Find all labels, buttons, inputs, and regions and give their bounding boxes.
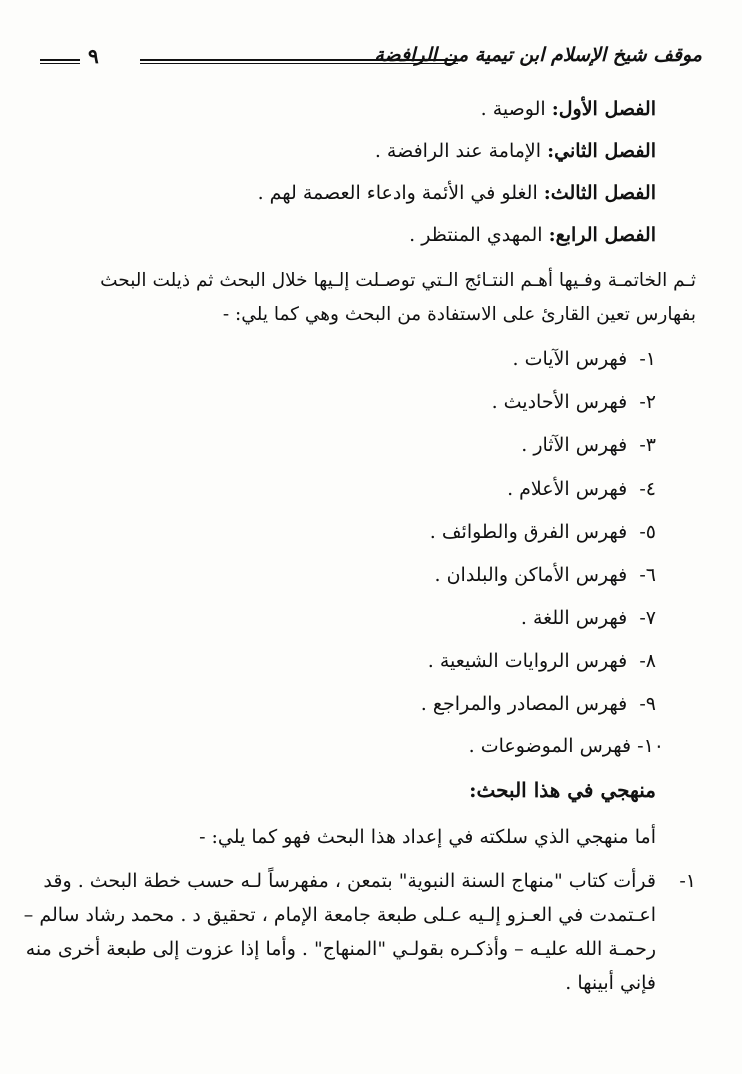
index-item (513, 348, 656, 370)
method-item-line: فإني أبينها . (565, 972, 656, 994)
index-number: ٨- (639, 650, 656, 672)
index-item (492, 391, 656, 413)
index-text: فهرس الآثار . (521, 434, 628, 456)
chapter-label: الفصل الأول: (551, 98, 656, 120)
index-text: فهرس الروايات الشيعية . (427, 650, 628, 672)
index-text: فهرس اللغة . (520, 607, 628, 629)
index-item (430, 521, 656, 543)
chapter-line (409, 224, 656, 246)
index-number: ٣- (639, 434, 656, 456)
page-header (40, 44, 702, 74)
page-number: ٩ (88, 44, 99, 68)
chapter-label: الفصل الثاني: (547, 140, 656, 162)
chapter-title: الغلو في الأئمة وادعاء العصمة لهم . (257, 182, 538, 204)
index-text: فهرس الأعلام . (507, 478, 628, 500)
method-item-number: ١- (679, 870, 696, 892)
index-number: ١- (639, 348, 656, 370)
chapter-label: الفصل الثالث: (543, 182, 656, 204)
index-number: ٥- (639, 521, 656, 543)
index-number: ٤- (639, 478, 656, 500)
method-item-line: قرأت كتاب "منهاج السنة النبوية" بتمعن ، مفهرساً لـه حسب خطة البحث . وقد (43, 870, 656, 892)
index-item (435, 564, 656, 586)
header-rule (140, 59, 458, 64)
index-text: فهرس الأماكن والبلدان . (434, 564, 628, 586)
index-text: فهرس الأحاديث . (491, 391, 628, 413)
index-number: ٢- (639, 391, 656, 413)
index-number: ٦- (639, 564, 656, 586)
index-item (521, 434, 656, 456)
index-number: ٧- (639, 607, 656, 629)
index-item (421, 693, 656, 715)
conclusion-line-1: ثـم الخاتمـة وفـيها أهـم النتـائج الـتي توصـلت إلـيها خلال البحث ثم ذيلت البحث (100, 270, 696, 291)
chapter-title: المهدي المنتظر . (409, 224, 543, 246)
chapter-line (481, 98, 656, 120)
method-intro: أما منهجي الذي سلكته في إعداد هذا البحث فهو كما يلي: - (199, 826, 656, 848)
chapter-line (258, 182, 656, 204)
header-rule-short (40, 59, 80, 64)
chapter-line (375, 140, 656, 162)
index-item (428, 650, 656, 672)
method-item-line: اعـتمدت في العـزو إلـيه عـلى طبعة جامعة الإمام ، تحقيق د . محمد رشاد سالم – (23, 904, 656, 926)
index-number: ٩- (639, 693, 656, 715)
method-heading: منهجي في هذا البحث: (469, 778, 656, 802)
index-text: فهرس الموضوعات . (468, 735, 632, 757)
index-item (507, 478, 656, 500)
conclusion-line-2: بفهارس تعين القارئ على الاستفادة من البحث وهي كما يلي: - (222, 304, 696, 325)
index-item (521, 607, 656, 629)
index-text: فهرس المصادر والمراجع . (420, 693, 628, 715)
index-number: ١٠- (637, 735, 664, 757)
index-text: فهرس الفرق والطوائف . (429, 521, 628, 543)
index-item (469, 735, 664, 757)
chapter-title: الإمامة عند الرافضة . (374, 140, 542, 162)
running-title: موقف شيخ الإسلام ابن تيمية من الرافضة (374, 44, 702, 66)
index-text: فهرس الآيات . (512, 348, 628, 370)
chapter-label: الفصل الرابع: (548, 224, 656, 246)
method-item-line: رحمـة الله عليـه – وأذكـره بقولـي "المنهاج" . وأما إذا عزوت إلى طبعة أخرى منه (25, 938, 656, 960)
chapter-title: الوصية . (480, 98, 546, 120)
